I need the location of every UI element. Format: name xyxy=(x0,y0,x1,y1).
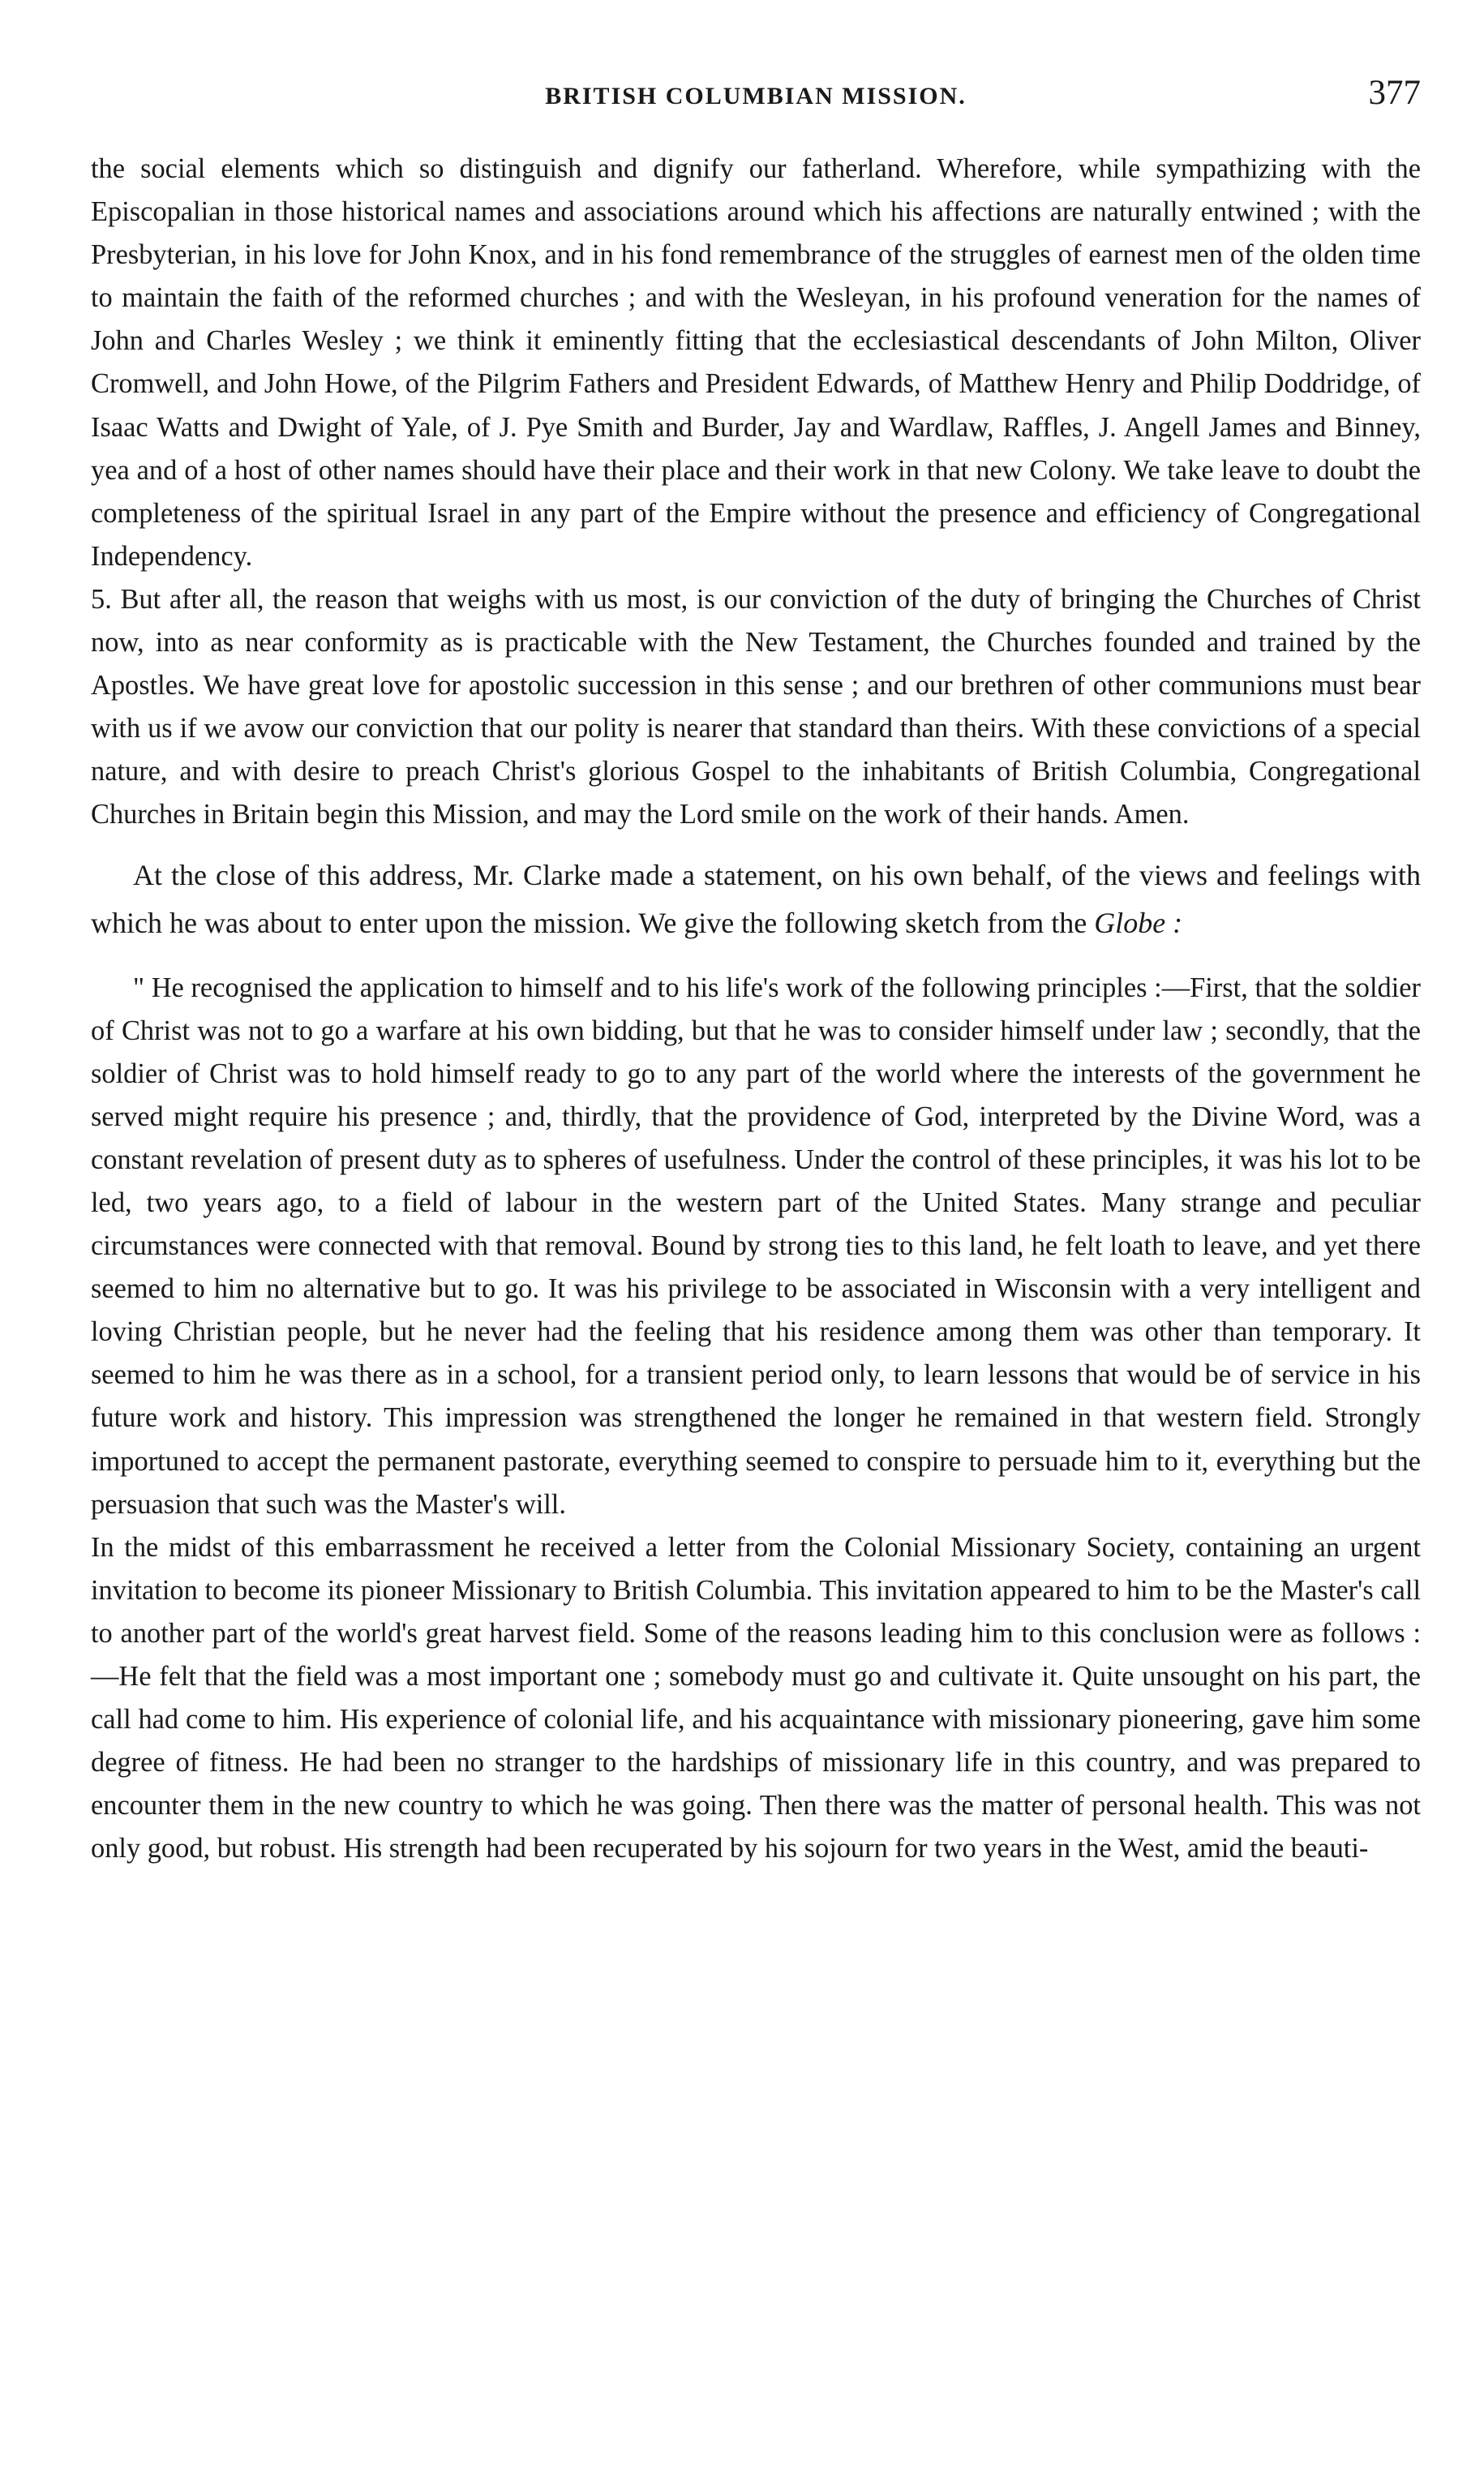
running-head xyxy=(91,73,1421,130)
paragraph-point-five xyxy=(91,578,1421,837)
paragraph-continued: the social elements which so distinguish and dignify our fatherland. Wherefore, while sympathizing with the Episcopalian in those historical names and associations around which his affections are naturally entwined ; with the Presbyterian, in his love for John Knox, and in his fond remembrance of the struggles of earnest men of the olden time to maintain the faith of the reformed churches ; and with the Wesleyan, in his profound veneration for the names of John and Charles Wesley ; we think it eminently fitting that the ecclesiastical descendants of John Milton, Oliver Cromwell, and John Howe, of the Pilgrim Fathers and President Edwards, of Matthew Henry and Philip Doddridge, of Isaac Watts and Dwight of Yale, of J. Pye Smith and Burder, Jay and Wardlaw, Raffles, J. Angell James and Binney, yea and of a host of other names should have their place and their work in that new Colony. We take leave to doubt the completeness of the spiritual Israel in any part of the Empire without the presence and efficiency of Congregational Independency. xyxy=(91,153,1421,572)
newspaper-title: Globe : xyxy=(1094,906,1183,939)
document-page xyxy=(91,73,1421,1870)
paragraph-narrative xyxy=(91,852,1421,947)
paragraph-narrative-text: At the close of this address, Mr. Clarke made a statement, on his own behalf, of the views and feelings with which he was about to enter upon the mission. We give the following sketch from the xyxy=(91,858,1421,939)
quoted-statement: " He recognised the application to himself and to his life's work of the following principles :—First, that the soldier of Christ was not to go a warfare at his own bidding, but that he was to consider himself under law ; secondly, that the soldier of Christ was to hold himself ready to go to any part of the world where the interests of the government he served might require his presence ; and, thirdly, that the providence of God, interpreted by the Divine Word, was a constant revelation of present duty as to spheres of usefulness. Under the control of these principles, it was his lot to be led, two years ago, to a field of labour in the western part of the United States. Many strange and peculiar circumstances were connected with that removal. Bound by strong ties to this land, he felt loath to leave, and yet there seemed to him no alternative but to go. It was his privilege to be associated in Wisconsin with a very intelligent and loving Christian people, but he never had the feeling that his residence among them was other than temporary. It seemed to him he was there as in a school, for a transient period only, to learn lessons that would be of service in his future work and history. This impression was strengthened the longer he remained in that western field. Strongly importuned to accept the permanent pastorate, everything seemed to conspire to persuade him to it, everything but the persuasion that such was the Master's will. xyxy=(91,972,1421,1520)
page-number: 377 xyxy=(1368,74,1421,112)
quoted-statement-continued: In the midst of this embarrassment he received a letter from the Colonial Missionary Society, containing an urgent invitation to become its pioneer Missionary to British Columbia. This invitation appeared to him to be the Master's call to another part of the world's great harvest field. Some of the reasons leading him to this conclusion were as follows :—He felt that the field was a most important one ; somebody must go and cultivate it. Quite unsought on his part, the call had come to him. His experience of colonial life, and his acquaintance with missionary pioneering, gave him some degree of fitness. He had been no stranger to the hardships of missionary life in this country, and was prepared to encounter them in the new country to which he was going. Then there was the matter of personal health. This was not only good, but robust. His strength had been recuperated by his sojourn for two years in the West, amid the beauti- xyxy=(91,1531,1421,1865)
paragraph-point-five-text: 5. But after all, the reason that weighs with us most, is our conviction of the duty of bringing the Churches of Christ now, into as near conformity as is practicable with the New Testament, the Churches founded and trained by the Apostles. We have great love for apostolic succession in this sense ; and our brethren of other communions must bear with us if we avow our conviction that our polity is nearer that standard than theirs. With these convictions of a special nature, and with desire to preach Christ's glorious Gospel to the inhabitants of British Columbia, Congregational Churches in Britain begin this Mission, and may the Lord smile on the work of their hands. Amen. xyxy=(91,583,1421,830)
running-title: BRITISH COLUMBIAN MISSION. xyxy=(545,83,967,109)
